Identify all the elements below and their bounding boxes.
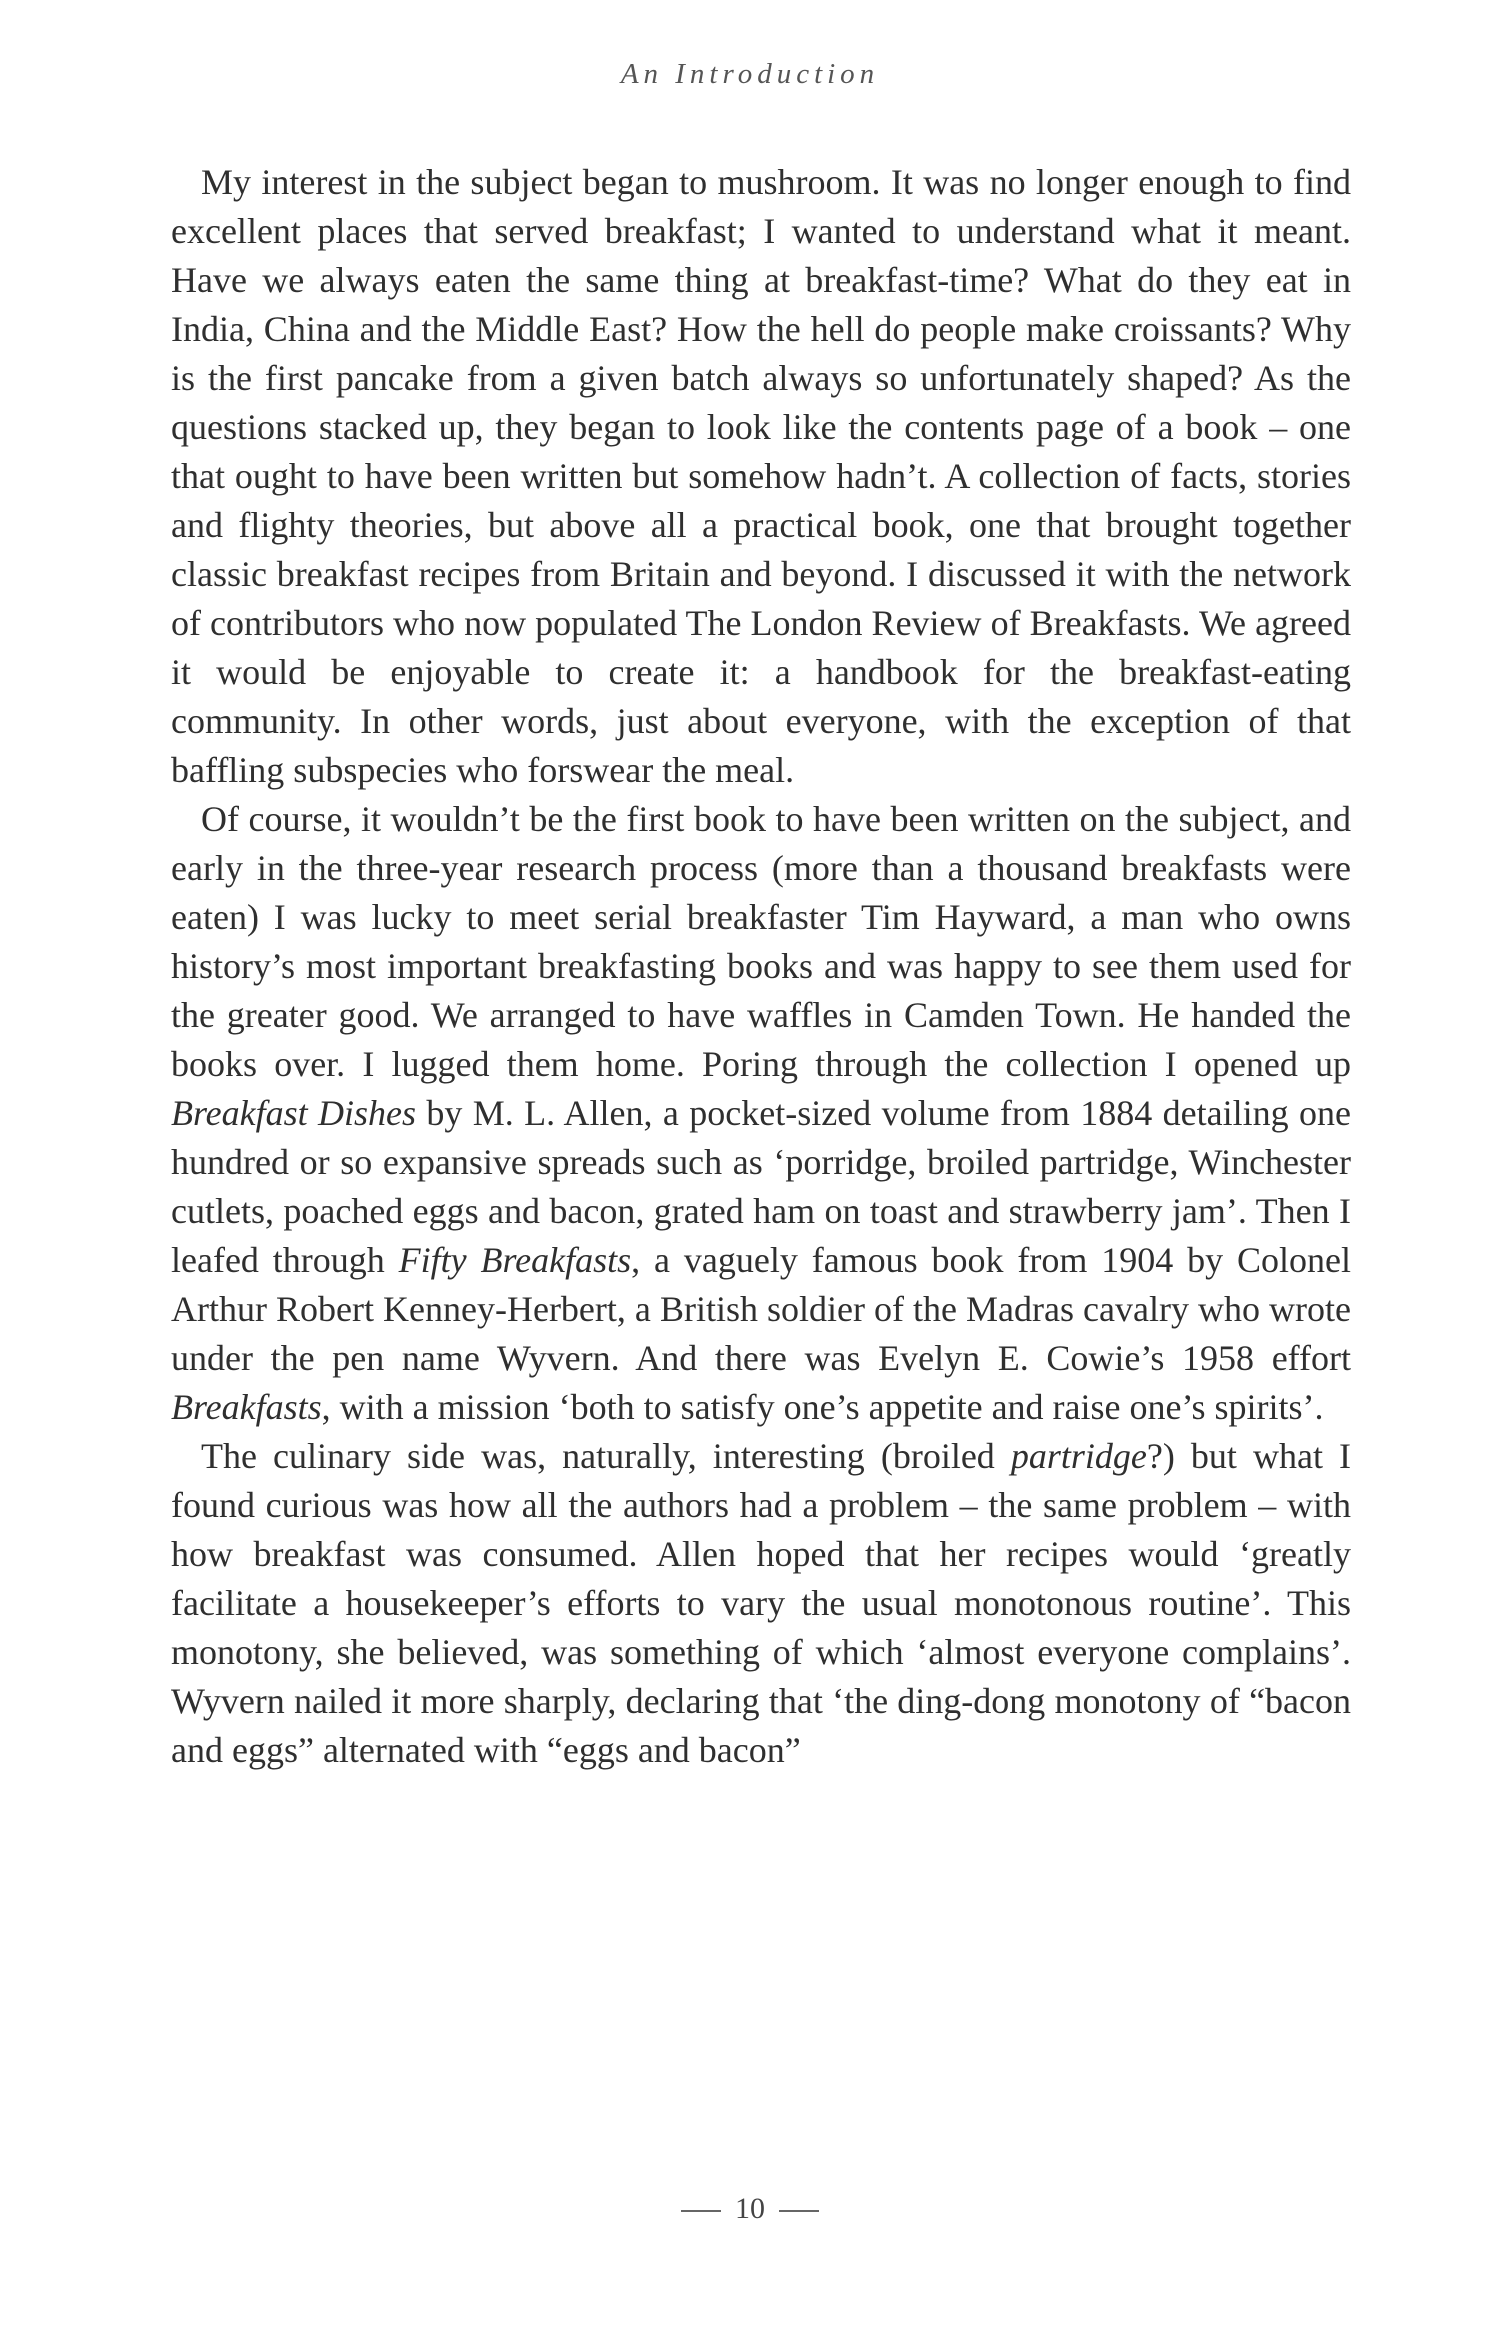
book-title: Fifty Breakfasts [398,1240,632,1280]
running-header: An Introduction [620,58,880,90]
paragraph [171,1432,1351,1775]
text-segment: by M. L. Allen, a pocket-sized volume from 1884 detailing one hundred or so expansive spreads such as ‘porridge, broiled partridge, Winchester cutlets, poached eggs and bacon, grated ham on toast and strawberry jam’. Then I leafed through [171,1093,1351,1280]
text-segment: My interest in the subject began to mushroom. It was no longer enough to find excellent places that served breakfast; I wanted to understand what it meant. Have we always eaten the same thing at breakfast-time? What do they eat in India, China and the Middle East? How the hell do people make croissants? Why is the first pancake from a given batch always so unfortunately shaped? As the questions stacked up, they began to look like the contents page of a book – one that ought to have been written but somehow hadn’t. A collection of facts, stories and flighty theories, but above all a practical book, one that brought together classic breakfast recipes from Britain and beyond. I discussed it with the network of contributors who now populated The London Review of Breakfasts. We agreed it would be enjoyable to create it: a handbook for the breakfast-eating community. In other words, just about everyone, with the exception of that baffling subspecies who forswear the meal. [171,162,1351,790]
book-title: Breakfasts [171,1387,322,1427]
text-segment: Of course, it wouldn’t be the first book to have been written on the subject, and early in the three-year research process (more than a thousand breakfasts were eaten) I was lucky to meet serial breakfaster Tim Hayward, a man who owns history’s most important breakfasting books and was happy to see them used for the greater good. We arranged to have waffles in Camden Town. He handed the books over. I lugged them home. Poring through the collection I opened up [171,799,1351,1084]
text-segment: , a vaguely famous book from 1904 by Colonel Arthur Robert Kenney-Herbert, a British soldier of the Madras cavalry who wrote under the pen name Wyvern. And there was Evelyn E. Cowie’s 1958 effort [171,1240,1351,1378]
paragraph [171,795,1351,1432]
page-footer [0,2192,1500,2226]
text-segment: The culinary side was, naturally, interesting (broiled [201,1436,1011,1476]
emphasis: partridge [1010,1436,1147,1476]
text-segment: ?) but what I found curious was how all the authors had a problem – the same problem – with how breakfast was consumed. Allen hoped that her recipes would ‘greatly facilitate a housekeeper’s efforts to vary the usual monotonous routine’. This monotony, she believed, was something of which ‘almost everyone complains’. Wyvern nailed it more sharply, declaring that ‘the ding-dong monotony of “bacon and eggs” alternated with “eggs and bacon” [171,1436,1351,1770]
footer-dash-left [681,2210,721,2212]
book-title: Breakfast Dishes [171,1093,417,1133]
footer-dash-right [779,2210,819,2212]
paragraph [171,158,1351,795]
body-text [171,158,1351,1775]
text-segment: , with a mission ‘both to satisfy one’s appetite and raise one’s spirits’. [321,1387,1324,1427]
page-number: 10 [735,2192,765,2225]
